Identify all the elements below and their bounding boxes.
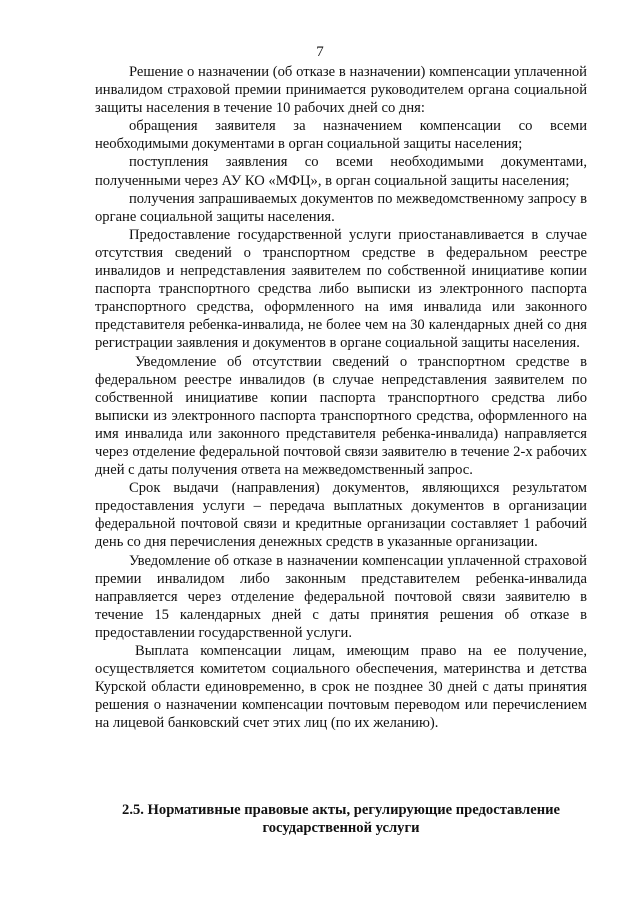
document-body: [95, 63, 587, 732]
paragraph-issue-deadline: Срок выдачи (направления) документов, являющихся результатом предоставления услуги – передача выплатных документов в организации федеральной почтовой связи и кредитные организации составляет 1 рабочий день со дня перечисления денежных средств в указанные организации.: [95, 480, 587, 551]
section-heading-line2: государственной услуги: [262, 820, 420, 836]
section-heading-line1: 2.5. Нормативные правовые акты, регулирующие предоставление: [122, 802, 560, 818]
paragraph-applicant-request: обращения заявителя за назначением компенсации со всеми необходимыми документами в орган социальной защиты населения;: [95, 118, 587, 153]
paragraph-service-suspension: Предоставление государственной услуги приостанавливается в случае отсутствия сведений о транспортном средстве в федеральном реестре инвалидов и непредставления заявителем по собственной инициативе копии паспорта транспортного средства либо выписки из электронного паспорта транспортного средства, оформленного на имя инвалида или законного представителя ребенка-инвалида, не более чем на 30 календарных дней со дня регистрации заявления и документов в органе социальной защиты населения.: [95, 226, 587, 352]
paragraph-refusal-notice: Уведомление об отказе в назначении компенсации уплаченной страховой премии инвалидом либо законным представителем ребенка-инвалида направляется через отделение федеральной почтовой связи заявителю в течение 15 календарных дней с даты принятия решения об отказе в предоставлении государственной услуги.: [95, 552, 587, 641]
paragraph-interagency-request: получения запрашиваемых документов по межведомственному запросу в органе социальной защиты населения.: [95, 190, 587, 225]
paragraph-decision-timeframe: Решение о назначении (об отказе в назначении) компенсации уплаченной инвалидом страховой премии принимается руководителем органа социальной защиты населения в течение 10 рабочих дней со дня:: [95, 64, 587, 117]
paragraph-mfc-submission: поступления заявления со всеми необходимыми документами, полученными через АУ КО «МФЦ», в орган социальной защиты населения;: [95, 154, 587, 189]
paragraph-compensation-payment: Выплата компенсации лицам, имеющим право на ее получение, осуществляется комитетом социального обеспечения, материнства и детства Курской области единовременно, в срок не позднее 30 дней с даты принятия решения о назначении компенсации почтовым переводом или перечислением на лицевой банковский счет этих лиц (по их желанию).: [95, 643, 587, 732]
section-heading: [95, 801, 587, 837]
paragraph-vehicle-notice: Уведомление об отсутствии сведений о транспортном средстве в федеральном реестре инвалидов (в случае непредставления заявителем по собственной инициативе копии паспорта транспортного средства либо выписки из электронного паспорта транспортного средства, оформленного на имя инвалида или законного представителя ребенка-инвалида) направляется через отделение федеральной почтовой связи заявителю в течение 2-х рабочих дней с даты получения ответа на межведомственный запрос.: [95, 353, 587, 479]
page-number: 7: [316, 44, 324, 60]
